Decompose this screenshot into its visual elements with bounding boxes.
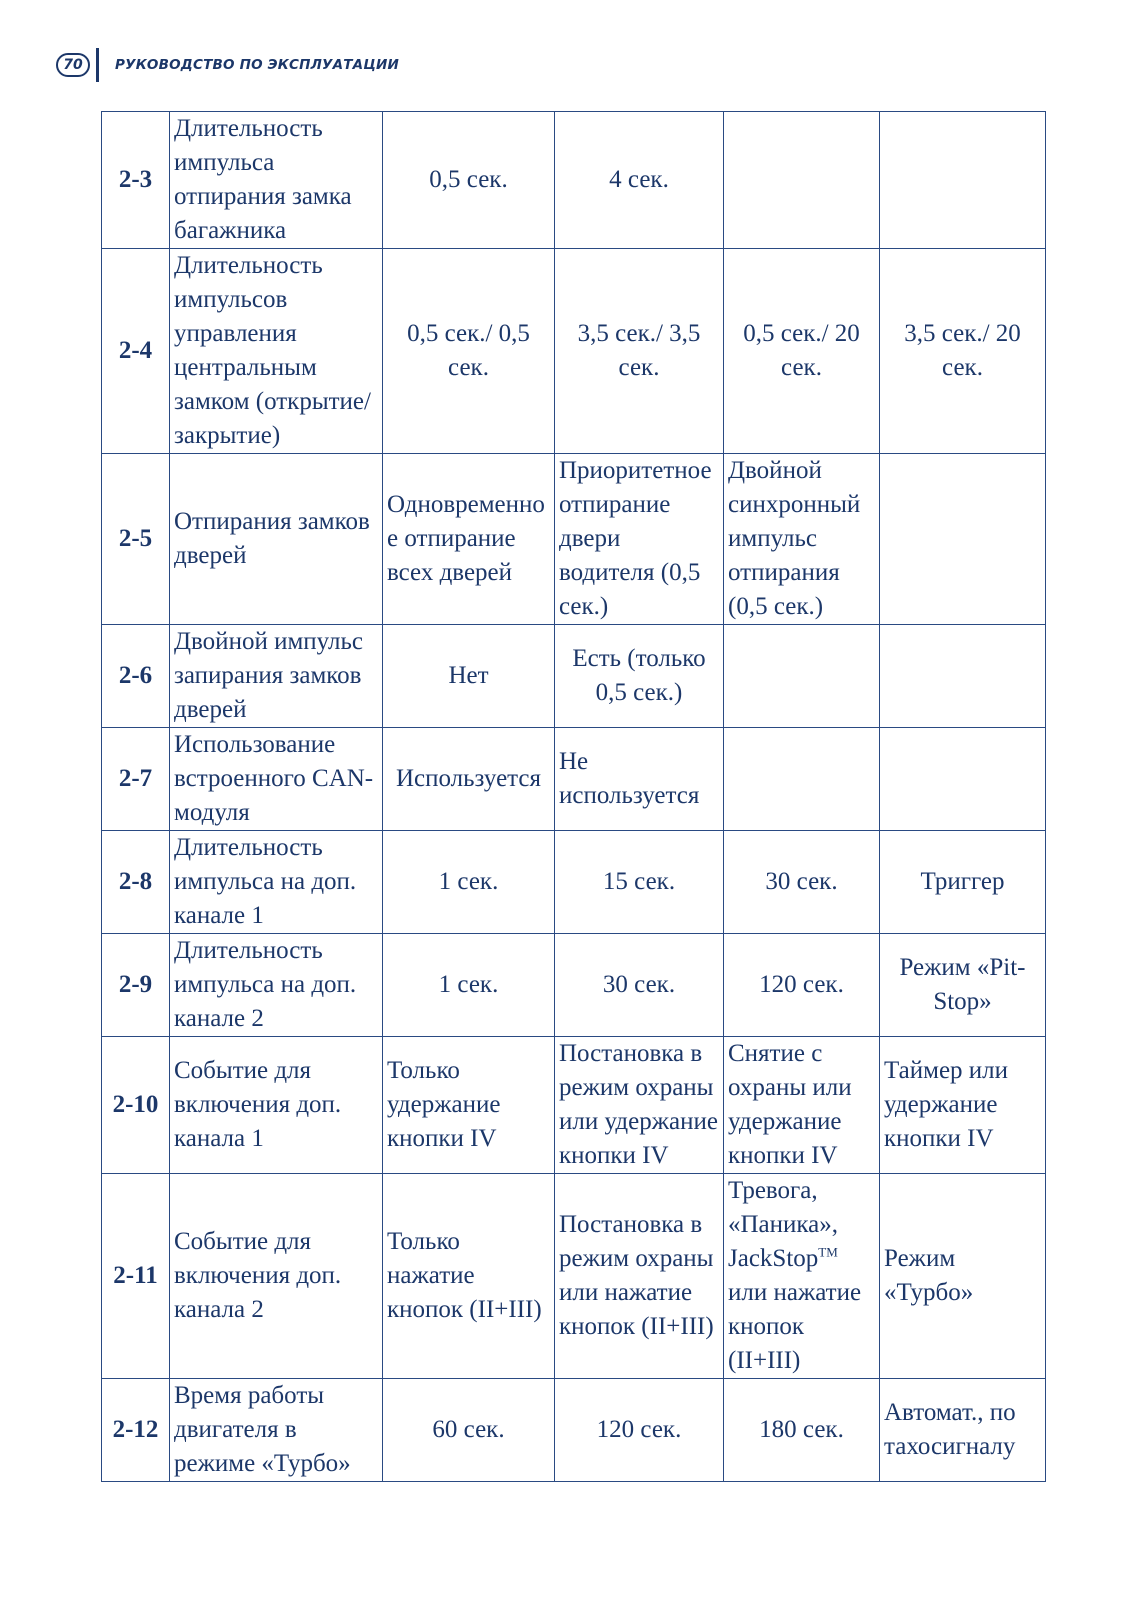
page-header bbox=[56, 48, 399, 82]
setting-description: Длительность импульсов управления центральным замком (открытие/ закрытие) bbox=[170, 249, 383, 454]
option-cell-3 bbox=[724, 728, 880, 831]
setting-description: Длительность импульса на доп. канале 1 bbox=[170, 831, 383, 934]
option-cell-4: Автомат., по тахосигналу bbox=[880, 1379, 1046, 1482]
option-cell-4: 3,5 сек./ 20 сек. bbox=[880, 249, 1046, 454]
option-cell-2: Постановка в режим охраны или удержание кнопки IV bbox=[555, 1037, 724, 1174]
setting-code: 2-8 bbox=[102, 831, 170, 934]
setting-code: 2-7 bbox=[102, 728, 170, 831]
setting-description: Длительность импульса на доп. канале 2 bbox=[170, 934, 383, 1037]
option-cell-3: Снятие с охраны или удержание кнопки IV bbox=[724, 1037, 880, 1174]
option-cell-3: 0,5 сек./ 20 сек. bbox=[724, 249, 880, 454]
option-cell-3 bbox=[724, 1174, 880, 1379]
option-cell-4: Триггер bbox=[880, 831, 1046, 934]
setting-code: 2-10 bbox=[102, 1037, 170, 1174]
setting-description: Событие для включения доп. канала 2 bbox=[170, 1174, 383, 1379]
option-cell-2: 30 сек. bbox=[555, 934, 724, 1037]
option-cell-1: Используется bbox=[383, 728, 555, 831]
option-cell-3 bbox=[724, 112, 880, 249]
option-cell-2: 120 сек. bbox=[555, 1379, 724, 1482]
option-cell-4 bbox=[880, 454, 1046, 625]
trademark-mark: TM bbox=[818, 1244, 838, 1260]
option-cell-2: 4 сек. bbox=[555, 112, 724, 249]
option-cell-3: Двойной синхронный импульс отпирания (0,5 сек.) bbox=[724, 454, 880, 625]
setting-description: Использование встроенного CAN-модуля bbox=[170, 728, 383, 831]
option-cell-4 bbox=[880, 728, 1046, 831]
option-text-tail: или нажатие кнопок (II+III) bbox=[728, 1279, 862, 1374]
table-row bbox=[102, 625, 1046, 728]
option-cell-1: Только нажатие кнопок (II+III) bbox=[383, 1174, 555, 1379]
option-cell-1: Нет bbox=[383, 625, 555, 728]
option-cell-4 bbox=[880, 112, 1046, 249]
page-number: 70 bbox=[56, 53, 90, 77]
setting-description: Отпирания замков дверей bbox=[170, 454, 383, 625]
setting-code: 2-6 bbox=[102, 625, 170, 728]
table-row bbox=[102, 831, 1046, 934]
setting-code: 2-9 bbox=[102, 934, 170, 1037]
option-text: Тревога, «Паника», JackStop bbox=[728, 1177, 839, 1272]
option-cell-1: 0,5 сек. bbox=[383, 112, 555, 249]
option-cell-1: 1 сек. bbox=[383, 831, 555, 934]
option-cell-2: Постановка в режим охраны или нажатие кнопок (II+III) bbox=[555, 1174, 724, 1379]
option-cell-1: 0,5 сек./ 0,5 сек. bbox=[383, 249, 555, 454]
option-cell-1: 1 сек. bbox=[383, 934, 555, 1037]
setting-code: 2-12 bbox=[102, 1379, 170, 1482]
option-cell-1: Одновременное отпирание всех дверей bbox=[383, 454, 555, 625]
option-cell-1: 60 сек. bbox=[383, 1379, 555, 1482]
table-row bbox=[102, 728, 1046, 831]
table-row bbox=[102, 1174, 1046, 1379]
table-row bbox=[102, 112, 1046, 249]
option-cell-4: Режим «Турбо» bbox=[880, 1174, 1046, 1379]
setting-code: 2-11 bbox=[102, 1174, 170, 1379]
setting-description: Длительность импульса отпирания замка багажника bbox=[170, 112, 383, 249]
option-cell-1: Только удержание кнопки IV bbox=[383, 1037, 555, 1174]
table-row bbox=[102, 934, 1046, 1037]
option-cell-3: 180 сек. bbox=[724, 1379, 880, 1482]
option-cell-3: 30 сек. bbox=[724, 831, 880, 934]
table-row bbox=[102, 1379, 1046, 1482]
header-divider bbox=[96, 48, 99, 82]
option-cell-3 bbox=[724, 625, 880, 728]
table-row bbox=[102, 249, 1046, 454]
table-row bbox=[102, 454, 1046, 625]
table-row bbox=[102, 1037, 1046, 1174]
option-cell-2: 3,5 сек./ 3,5 сек. bbox=[555, 249, 724, 454]
option-cell-2: Приоритетное отпирание двери водителя (0,5 сек.) bbox=[555, 454, 724, 625]
option-cell-4: Режим «Pit-Stop» bbox=[880, 934, 1046, 1037]
setting-description: Время работы двигателя в режиме «Турбо» bbox=[170, 1379, 383, 1482]
document-title: РУКОВОДСТВО ПО ЭКСПЛУАТАЦИИ bbox=[115, 57, 400, 73]
setting-code: 2-5 bbox=[102, 454, 170, 625]
setting-code: 2-3 bbox=[102, 112, 170, 249]
setting-description: Двойной импульс запирания замков дверей bbox=[170, 625, 383, 728]
option-cell-2: Не используется bbox=[555, 728, 724, 831]
option-cell-3: 120 сек. bbox=[724, 934, 880, 1037]
option-cell-4: Таймер или удержание кнопки IV bbox=[880, 1037, 1046, 1174]
settings-table bbox=[101, 111, 1046, 1482]
option-cell-2: Есть (только 0,5 сек.) bbox=[555, 625, 724, 728]
setting-description: Событие для включения доп. канала 1 bbox=[170, 1037, 383, 1174]
option-cell-2: 15 сек. bbox=[555, 831, 724, 934]
option-cell-4 bbox=[880, 625, 1046, 728]
setting-code: 2-4 bbox=[102, 249, 170, 454]
